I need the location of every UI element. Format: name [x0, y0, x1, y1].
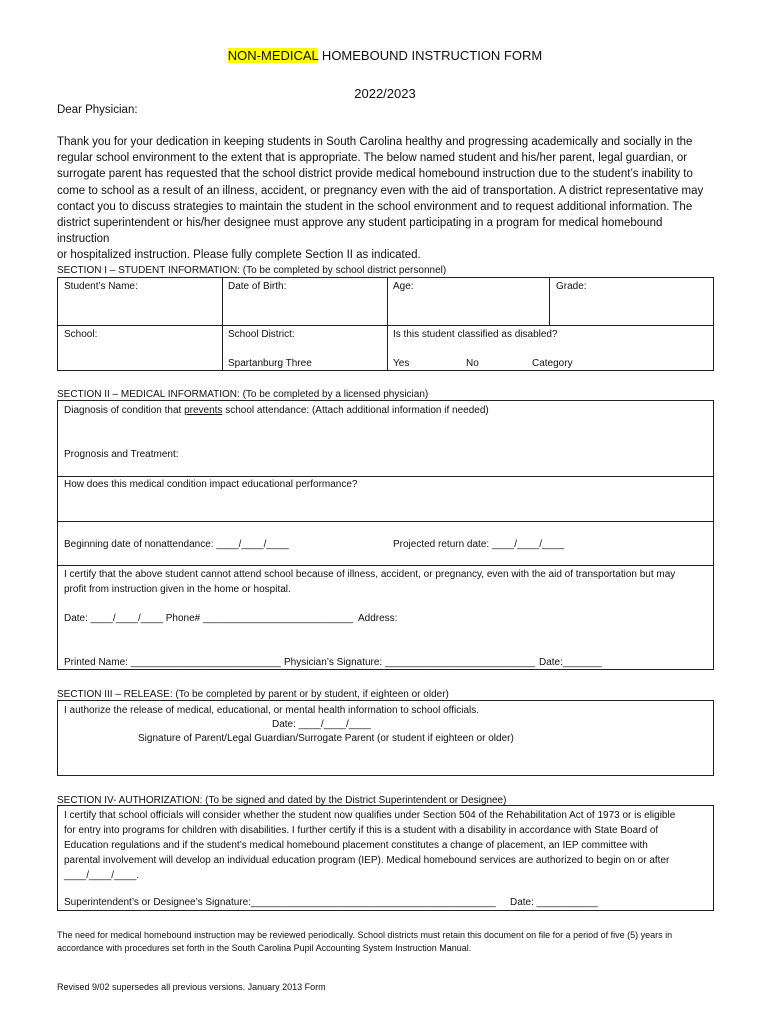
authorization-line: parental involvement will develop an individual education program (IEP). Medical homebound services are authorized to begin on or after [64, 855, 670, 866]
authorization-line: for entry into programs for children with disabilities. I further certify if this is a student with a disability in accordance with State Board of [64, 825, 659, 836]
diagnosis-label[interactable] [64, 404, 489, 417]
section4-heading: SECTION IV- AUTHORIZATION: (To be signed and dated by the District Superintendent or Designee) [57, 795, 507, 806]
diagnosis-underlined: prevents [184, 405, 223, 416]
revision-note: Revised 9/02 supersedes all previous versions. January 2013 Form [57, 982, 326, 992]
section2-heading: SECTION II – MEDICAL INFORMATION: (To be completed by a licensed physician) [57, 389, 429, 400]
authorization-line: I certify that school officials will consider whether the student now qualifies under Section 504 of the Rehabilitation Act of 1973 or is eligible [64, 810, 676, 821]
address-field[interactable]: Address: [358, 613, 398, 624]
diagnosis-pre: Diagnosis of condition that [64, 405, 185, 416]
retention-note-line: accordance with procedures set forth in the South Carolina Pupil Accounting System Instruction Manual. [57, 943, 472, 953]
intro-line: surrogate parent has requested that the school district provide medical homebound instruction due to the student’s inability to [57, 168, 693, 181]
disabled-yes[interactable]: Yes [393, 358, 410, 369]
diagnosis-post: school attendance: (Attach additional information if needed) [222, 405, 489, 416]
superintendent-signature-field[interactable]: Superintendent’s or Designee’s Signature:____________________________________________ [64, 897, 496, 908]
release-authorization: I authorize the release of medical, educational, or mental health information to school officials. [64, 705, 480, 716]
release-date-field[interactable]: Date: ____/____/____ [272, 719, 371, 730]
title-highlight: NON-MEDICAL [227, 48, 319, 63]
section1-table [57, 277, 714, 371]
certify-line-2: profit from instruction given in the home or hospital. [64, 584, 291, 595]
physician-signature-field[interactable]: Physician’s Signature: ___________________________ [284, 657, 536, 668]
authorization-date-line[interactable]: ____/____/____. [64, 870, 140, 881]
intro-line: district superintendent or his/her designee must approve any student participating in a program for medical homebound instruction [57, 217, 663, 246]
prognosis-label[interactable]: Prognosis and Treatment: [64, 449, 179, 460]
return-date-field[interactable]: Projected return date: ____/____/____ [393, 539, 565, 550]
dob-label[interactable]: Date of Birth: [228, 281, 287, 292]
disabled-no[interactable]: No [466, 358, 479, 369]
date-phone-field[interactable]: Date: ____/____/____ Phone# ___________________________ [64, 613, 354, 624]
retention-note-line: The need for medical homebound instruction may be reviewed periodically. School districts must retain this document on file for a period of five (5) years in [57, 930, 673, 940]
retention-note [57, 929, 672, 955]
disabled-question: Is this student classified as disabled? [393, 329, 558, 340]
salutation: Dear Physician: [57, 104, 138, 116]
authorization-line: Education regulations and if the student’s medical homebound placement constitutes a change of placement, an IEP committee with [64, 840, 648, 851]
printed-name-field[interactable]: Printed Name: ___________________________ [64, 657, 281, 668]
school-district-label: School District: [228, 329, 295, 340]
intro-line: or hospitalized instruction. Please fully complete Section II as indicated. [57, 249, 421, 262]
school-year: 2022/2023 [354, 86, 416, 101]
intro-line: Thank you for your dedication in keeping students in South Carolina healthy and progressing academically and socially in the [57, 136, 693, 148]
intro-line: contact you to discuss strategies to maintain the student in the school environment and to request additional information. The [57, 200, 693, 213]
intro-line: regular school environment to the extent that is appropriate. The below named student and his/her parent, legal guardian, or [57, 152, 688, 165]
school-label[interactable]: School: [64, 329, 98, 340]
authorization-text [64, 808, 675, 883]
title-rest: HOMEBOUND INSTRUCTION FORM [318, 48, 543, 63]
section1-heading: SECTION I – STUDENT INFORMATION: (To be completed by school district personnel) [57, 265, 447, 276]
physician-date-field[interactable]: Date:_______ [539, 657, 602, 668]
disabled-category[interactable]: Category [532, 358, 573, 369]
intro-line: come to school as a result of an illness, accident, or pregnancy even with the aid of transportation. A district representative may [57, 184, 704, 197]
superintendent-date-field[interactable]: Date: ___________ [510, 897, 598, 908]
intro-paragraph [57, 134, 717, 264]
school-district-value: Spartanburg Three [228, 358, 312, 369]
age-label[interactable]: Age: [393, 281, 414, 292]
student-name-label[interactable]: Student’s Name: [64, 281, 138, 292]
form-title [0, 48, 770, 63]
parent-signature-field[interactable]: Signature of Parent/Legal Guardian/Surrogate Parent (or student if eighteen or older) [138, 733, 514, 744]
begin-date-field[interactable]: Beginning date of nonattendance: ____/____/____ [64, 539, 289, 550]
section2-table [57, 400, 714, 670]
grade-label[interactable]: Grade: [556, 281, 587, 292]
impact-label[interactable]: How does this medical condition impact educational performance? [64, 479, 358, 490]
certify-line-1: I certify that the above student cannot attend school because of illness, accident, or pregnancy, even with the aid of transportation but may [64, 569, 676, 580]
section3-heading: SECTION III – RELEASE: (To be completed by parent or by student, if eighteen or older) [57, 689, 449, 700]
